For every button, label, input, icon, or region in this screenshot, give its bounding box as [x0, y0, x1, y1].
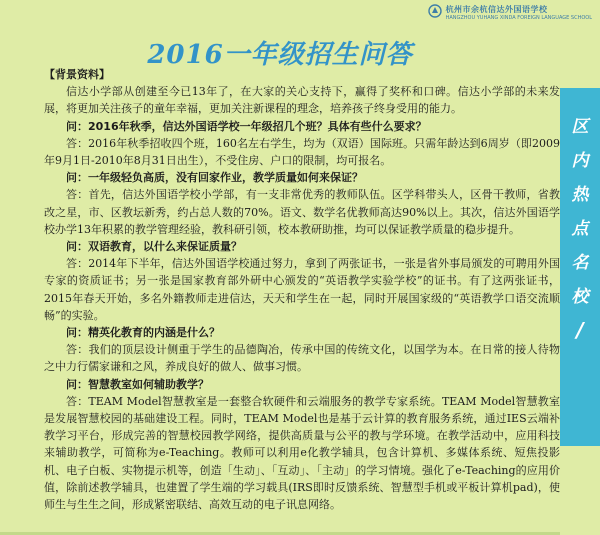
side-tab-char: 校 — [571, 287, 589, 307]
side-tab — [560, 88, 600, 446]
answer-3: 答：2014年下半年，信达外国语学校通过努力，拿到了两张证书，一张是省外事局颁发的可聘用外国专家的资质证书；另一张是国家教育部外研中心颁发的“英语教学实验学校”的证书。有了这两张证书，2015年春天开始，多名外籍教师走进信达，天天和学生在一起，同时开展国家级的“英语教学口语交流顺畅”的实验。 — [44, 257, 560, 322]
question-3: 问：双语教育，以什么来保证质量？ — [66, 240, 242, 254]
page-title: 2016一年级招生问答 — [147, 40, 413, 70]
school-emblem-icon — [428, 4, 442, 18]
side-tab-char: 点 — [571, 219, 589, 239]
answer-4: 答：我们的顶层设计侧重于学生的品德陶冶，传承中国的传统文化，以国学为本。在日常的接人待物之中力行儒家谦和之风，养成良好的做人、做事习惯。 — [44, 343, 560, 374]
question-1: 问：2016年秋季，信达外国语学校一年级招几个班？具体有些什么要求？ — [66, 119, 427, 133]
side-tab-char: 名 — [571, 253, 589, 273]
side-tab-char: 内 — [571, 151, 589, 171]
question-5: 问：智慧教室如何辅助教学？ — [66, 377, 209, 391]
school-logo — [428, 4, 592, 21]
side-tab-char: 热 — [571, 185, 589, 205]
side-tab-char: 区 — [571, 117, 589, 137]
answer-5: 答：TEAM Model智慧教室是一套整合软硬件和云端服务的教学专家系统。TEAM Model智慧教室是发展智慧校园的基础建设工程。同时，TEAM Model也是基于云计算的教育服务系统，通过IES云端补教学习平台，形成完善的智慧校园教学网络，提供高质量与公平的教与学环境。在教学活动中，应用科技来辅助教学，可简称为e-Teaching。教师可以利用e化教学辅具，包含计算机、多媒体系统、短焦投影机、电子白板、实物提示机等，创造「生动」、「互动」、「主动」的学习情境。强化了e-Teaching的应用价值，除前述教学辅具，也建置了学生端的学习载具(IRS即时反馈系统、智慧型手机或平板计算机pad)，使师生与生生之间，形成紧密联结、高效互动的电子讯息网络。 — [44, 394, 560, 512]
answer-1: 答：2016年秋季招收四个班，160名左右学生，均为（双语）国际班。只需年龄达到6周岁（即2009年9月1日-2010年8月31日出生），不受住房、户口的限制，均可报名。 — [44, 136, 560, 168]
question-4: 问：精英化教育的内涵是什么？ — [66, 326, 220, 340]
school-name-en: HANGZHOU YUHANG XINDA FOREIGN LANGUAGE SCHOOL — [445, 15, 592, 21]
background-header: 【背景资料】 — [44, 68, 110, 81]
school-logo-text — [446, 4, 592, 21]
side-tab-slash: / — [576, 318, 584, 342]
question-2: 问：一年级轻负高质，没有回家作业，教学质量如何来保证？ — [66, 171, 363, 185]
background-text: 信达小学部从创建至今已13年了，在大家的关心支持下，赢得了奖杯和口碑。信达小学部的未来发展，将更加关注孩子的童年幸福，更加关注新课程的理念，培养孩子终身受用的能力。 — [44, 85, 560, 116]
school-name-cn: 杭州市余杭信达外国语学校 — [445, 5, 548, 14]
answer-2: 答：首先，信达外国语学校小学部，有一支非常优秀的教师队伍。区学科带头人，区骨干教师，省教改之星，市、区教坛新秀，约占总人数的70%。语文、数学名优教师高达90%以上。其次，信达外国语学校办学13年积累的教学管理经验，教科研引领，校本教研助推，均可以保证教学质量的稳步提升。 — [44, 188, 560, 236]
article-body — [44, 66, 560, 513]
